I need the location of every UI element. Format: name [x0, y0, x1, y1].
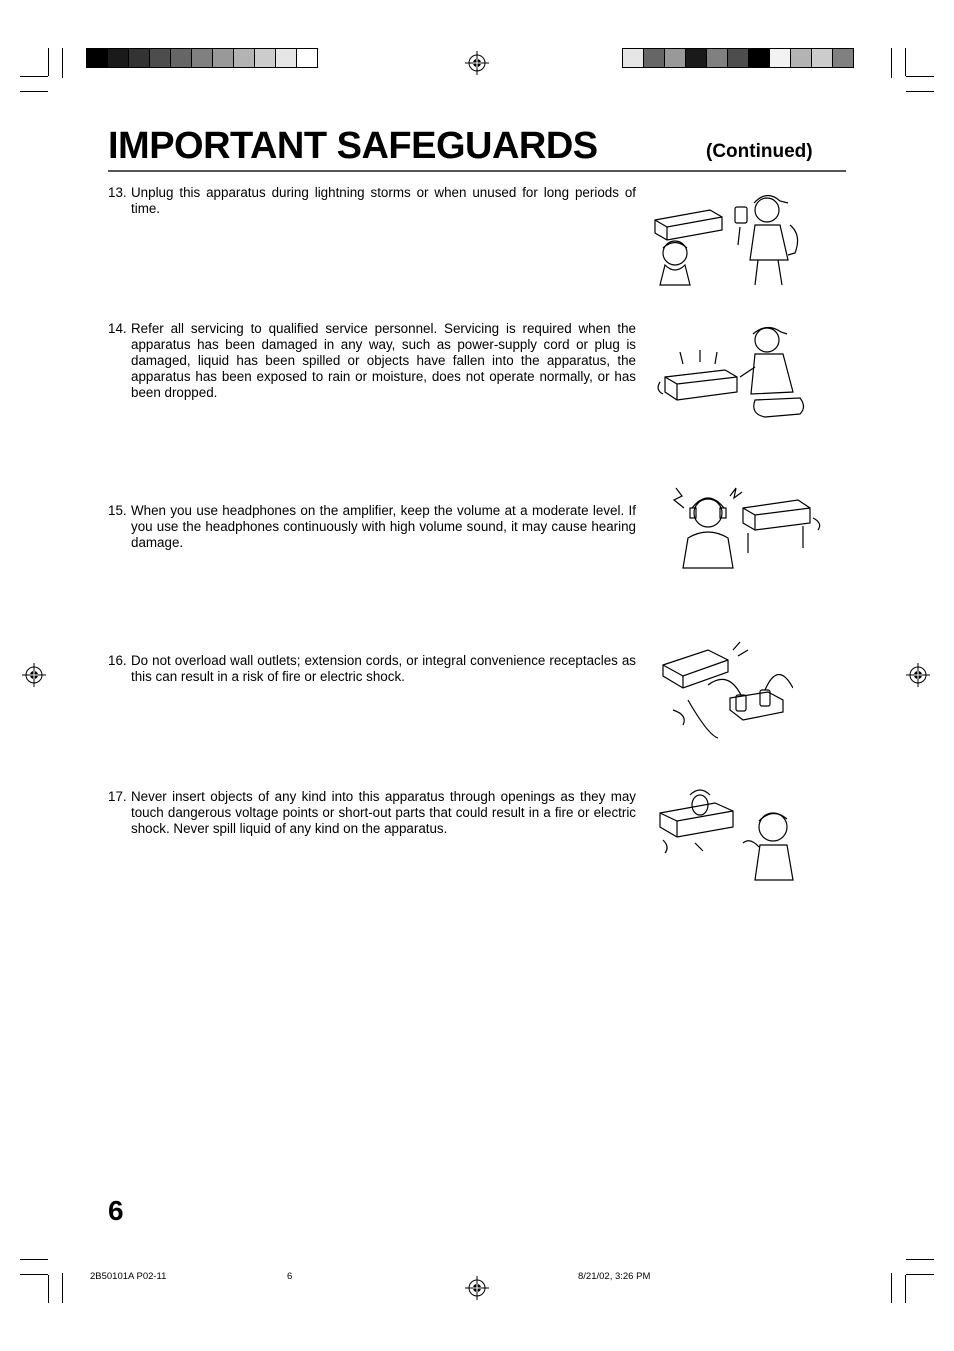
- crop-mark: [906, 76, 934, 77]
- safeguard-item-13: [108, 185, 636, 217]
- item-text: Do not overload wall outlets; extension cords, or integral convenience receptacles as this can result in a risk of fire or electric shock.: [131, 653, 636, 684]
- headphones-volume-illustration: [668, 478, 828, 573]
- color-swatch: [129, 48, 150, 68]
- color-swatch: [749, 48, 770, 68]
- color-swatch: [770, 48, 791, 68]
- color-swatch: [213, 48, 234, 68]
- color-swatch: [728, 48, 749, 68]
- objects-inserted-illustration: [655, 785, 795, 885]
- page-subtitle: (Continued): [706, 141, 813, 162]
- item-number: 14.: [108, 321, 127, 336]
- crop-mark: [906, 1274, 934, 1275]
- crop-mark: [906, 1259, 934, 1260]
- color-bar-left: [86, 48, 318, 68]
- crop-mark: [20, 91, 48, 92]
- crop-mark: [48, 1275, 49, 1303]
- crop-mark: [891, 48, 892, 78]
- safeguard-item-14: [108, 321, 636, 401]
- title-rule: [108, 170, 846, 172]
- service-personnel-illustration: [655, 322, 810, 422]
- color-swatch: [833, 48, 854, 68]
- footer-timestamp: 8/21/02, 3:26 PM: [578, 1271, 651, 1282]
- color-swatch: [150, 48, 171, 68]
- item-text: Unplug this apparatus during lightning storms or when unused for long periods of time.: [131, 185, 636, 216]
- color-swatch: [686, 48, 707, 68]
- crop-mark: [905, 48, 906, 76]
- safeguard-item-16: [108, 653, 636, 685]
- color-swatch: [86, 48, 108, 68]
- item-number: 13.: [108, 185, 127, 200]
- item-text: Refer all servicing to qualified service personnel. Servicing is required when the apparatus has been damaged in any way, such as power-supply cord or plug is damaged, liquid has been spilled or objects have fallen into the apparatus, the apparatus has been exposed to rain or moisture, does not operate normally, or has been dropped.: [131, 321, 636, 400]
- crop-mark: [48, 48, 49, 76]
- item-number: 17.: [108, 789, 127, 804]
- item-text: When you use headphones on the amplifier, keep the volume at a moderate level. If you use the headphones continuously with high volume sound, it may cause hearing damage.: [131, 503, 636, 550]
- footer-code: 2B50101A P02-11: [90, 1271, 167, 1282]
- safeguard-item-17: [108, 789, 636, 837]
- color-swatch: [192, 48, 213, 68]
- registration-mark-icon: [465, 1276, 489, 1300]
- color-swatch: [108, 48, 129, 68]
- crop-mark: [20, 76, 48, 77]
- crop-mark: [20, 1274, 48, 1275]
- page-number: 6: [108, 1195, 124, 1226]
- color-swatch: [791, 48, 812, 68]
- registration-mark-icon: [22, 663, 46, 687]
- page-title: IMPORTANT SAFEGUARDS: [108, 125, 598, 167]
- color-swatch: [234, 48, 255, 68]
- color-swatch: [297, 48, 318, 68]
- item-text: Never insert objects of any kind into this apparatus through openings as they may touch dangerous voltage points or short-out parts that could result in a fire or electric shock. Never spill liquid of any kind on the apparatus.: [131, 789, 636, 836]
- color-swatch: [622, 48, 644, 68]
- color-swatch: [255, 48, 276, 68]
- color-swatch: [276, 48, 297, 68]
- color-swatch: [812, 48, 833, 68]
- registration-mark-icon: [465, 51, 489, 75]
- lightning-unplug-illustration: [650, 185, 805, 290]
- color-swatch: [665, 48, 686, 68]
- crop-mark: [62, 48, 63, 78]
- crop-mark: [62, 1273, 63, 1303]
- color-swatch: [171, 48, 192, 68]
- color-swatch: [644, 48, 665, 68]
- color-bar-right: [622, 48, 854, 68]
- crop-mark: [905, 1275, 906, 1303]
- safeguard-item-15: [108, 503, 636, 551]
- crop-mark: [891, 1273, 892, 1303]
- crop-mark: [906, 91, 934, 92]
- item-number: 15.: [108, 503, 127, 518]
- footer-page: 6: [287, 1271, 293, 1282]
- color-swatch: [707, 48, 728, 68]
- item-number: 16.: [108, 653, 127, 668]
- crop-mark: [20, 1259, 48, 1260]
- registration-mark-icon: [906, 663, 930, 687]
- overloaded-outlet-illustration: [658, 640, 793, 740]
